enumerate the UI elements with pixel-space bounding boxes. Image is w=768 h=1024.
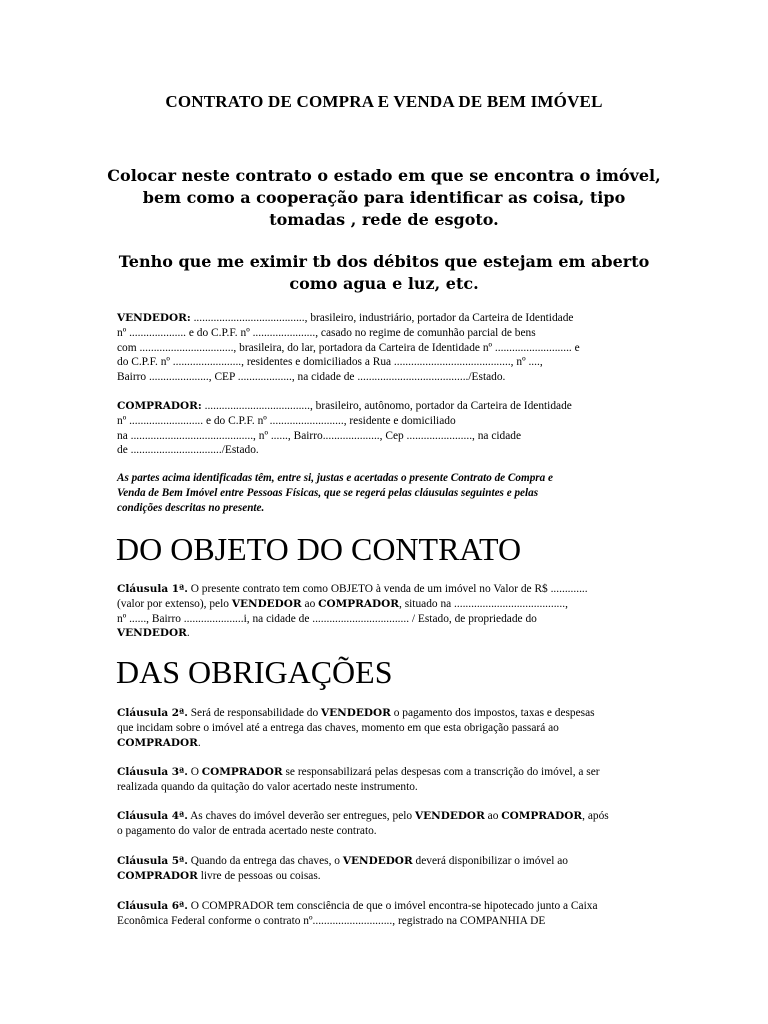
section-heading-obrigacoes: DAS OBRIGAÇÕES	[116, 654, 393, 690]
vendedor-line: com ................................., brasileira, do lar, portadora da Carteira de Identidade nº ........................... e	[117, 341, 580, 354]
note-line: Tenho que me eximir tb dos débitos que estejam em aberto	[118, 252, 650, 271]
intro-line: As partes acima identificadas têm, entre si, justas e acertadas o presente Contrato de Compra e	[117, 472, 553, 484]
clausula-label: Cláusula 3ª.	[117, 766, 188, 778]
vendedor-line: ......................................., brasileiro, industriário, portador da Carteira de Identidade	[190, 312, 574, 324]
vendedor-line: nº .................... e do C.P.F. nº ......................, casado no regime de comunhão parcial de bens	[117, 326, 536, 339]
note-line: como agua e luz, etc.	[289, 274, 479, 293]
clausula-4: Cláusula 4ª. As chaves do imóvel deverão ser entregues, pelo VENDEDOR ao COMPRADOR, após o pagamento do valor de entrada acertado neste contrato.	[117, 810, 609, 837]
clausula-3: Cláusula 3ª. O COMPRADOR se responsabilizará pelas despesas com a transcrição do imóvel, a ser realizada quando da quitação do valor acertado neste instrumento.	[117, 766, 600, 793]
clausula-label: Cláusula 6ª.	[117, 900, 188, 912]
comprador-line: na ..........................................., nº ......, Bairro...................., Cep ......................., na cidade	[117, 429, 522, 442]
note-line: bem como a cooperação para identificar as coisa, tipo	[142, 188, 626, 207]
vendedor-label: VENDEDOR:	[117, 312, 191, 324]
intro-line: Venda de Bem Imóvel entre Pessoas Físicas, que se regerá pelas cláusulas seguintes e pelas	[117, 487, 539, 499]
vendedor-line: do C.P.F. nº ........................, residentes e domiciliados a Rua ........................................., nº ....,	[117, 356, 543, 369]
intro-line: condições descritas no presente.	[117, 502, 265, 514]
comprador-line: de ................................/Estado.	[117, 444, 259, 457]
vendedor-paragraph	[117, 311, 637, 385]
note-line: Colocar neste contrato o estado em que se encontra o imóvel,	[107, 166, 661, 185]
clausula-label: Cláusula 5ª.	[117, 855, 188, 867]
intro-paragraph	[117, 471, 637, 516]
clausula-6: Cláusula 6ª. O COMPRADOR tem consciência de que o imóvel encontra-se hipotecado junto a Caixa Econômica Federal conforme o contrato nº............................, registrado na COMPANHIA DE	[117, 900, 598, 927]
editor-note-condition	[100, 165, 668, 231]
document-title: CONTRATO DE COMPRA E VENDA DE BEM IMÓVEL	[165, 92, 603, 111]
clausula-5: Cláusula 5ª. Quando da entrega das chaves, o VENDEDOR deverá disponibilizar o imóvel ao COMPRADOR livre de pessoas ou coisas.	[117, 855, 568, 882]
comprador-paragraph	[117, 399, 637, 458]
note-line: tomadas , rede de esgoto.	[269, 210, 499, 229]
section-heading-objeto: DO OBJETO DO CONTRATO	[116, 531, 522, 567]
clausula-2: Cláusula 2ª. Será de responsabilidade do VENDEDOR o pagamento dos impostos, taxas e despesas que incidam sobre o imóvel até a entrega das chaves, momento em que esta obrigação passará ao COMPRADOR.	[117, 707, 595, 749]
editor-note-debts	[100, 251, 668, 295]
comprador-label: COMPRADOR:	[117, 400, 202, 412]
clausula-label: Cláusula 2ª.	[117, 707, 188, 719]
clausula-label: Cláusula 1ª.	[117, 583, 188, 595]
comprador-line: ....................................., brasileiro, autônomo, portador da Carteira de Identidade	[201, 400, 572, 412]
vendedor-line: Bairro ....................., CEP ..................., na cidade de ......................................./Estado.	[117, 371, 506, 384]
comprador-line: nº .......................... e do C.P.F. nº .........................., residente e domiciliado	[117, 414, 456, 427]
clausula-1: Cláusula 1ª. O presente contrato tem como OBJETO à venda de um imóvel no Valor de R$ ............. (valor por extenso), pelo VENDEDOR ao COMPRADOR, situado na ......................................., nº ......, Bairro .....................i, na cidade de .................................. / Estado, de propriedade do VENDEDOR.	[117, 583, 588, 640]
clausula-label: Cláusula 4ª.	[117, 810, 188, 822]
